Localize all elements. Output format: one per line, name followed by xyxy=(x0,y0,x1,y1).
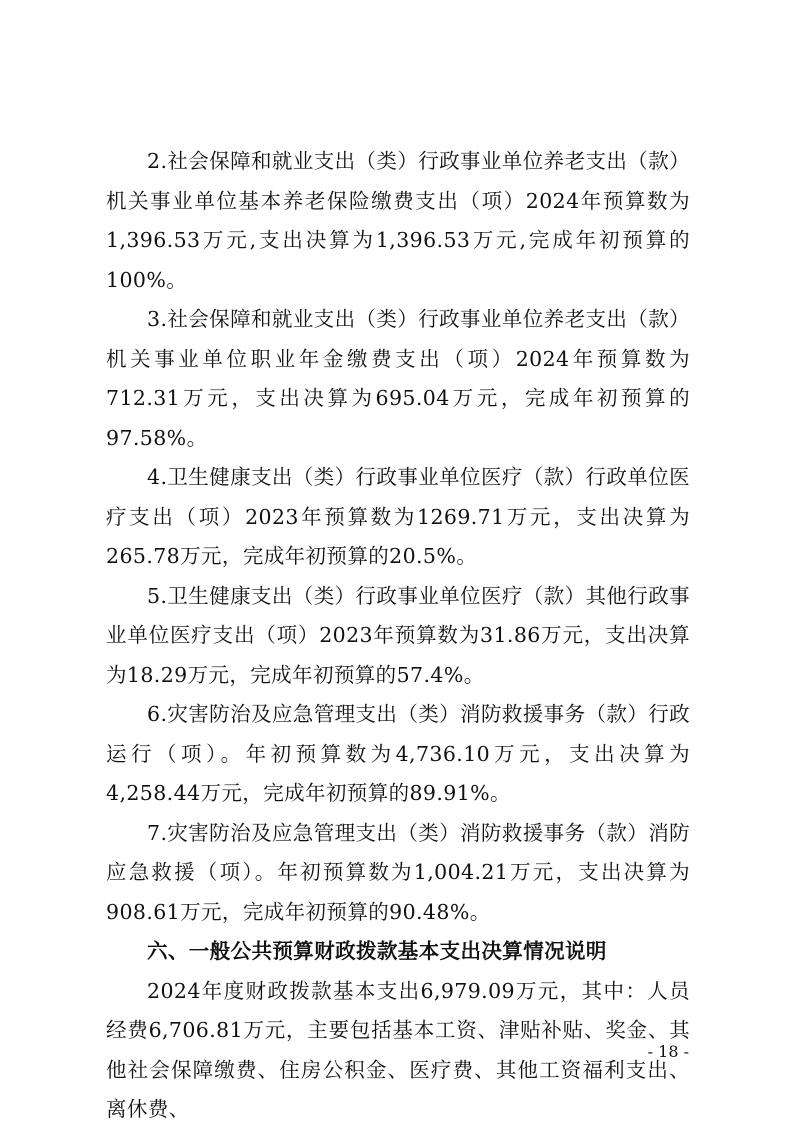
section-heading: 六、一般公共预算财政拨款基本支出决算情况说明 xyxy=(147,939,607,963)
paragraph-item-7: 7.灾害防治及应急管理支出（类）消防救援事务（款）消防应急救援（项）。年初预算数为1,004.21万元，支出决算为908.61万元，完成年初预算的90.48%。 xyxy=(106,820,690,924)
paragraph-item-6: 6.灾害防治及应急管理支出（类）消防救援事务（款）行政运行（项）。年初预算数为4,736.10万元，支出决算为4,258.44万元，完成年初预算的89.91%。 xyxy=(106,702,690,805)
page-number: - 18 - xyxy=(647,1042,689,1061)
paragraph-item-3: 3.社会保障和就业支出（类）行政事业单位养老支出（款）机关事业单位职业年金缴费支出（项）2024年预算数为712.31万元，支出决算为695.04万元，完成年初预算的97.58%。 xyxy=(106,307,690,450)
paragraph-item-5: 5.卫生健康支出（类）行政事业单位医疗（款）其他行政事业单位医疗支出（项）2023年预算数为31.86万元，支出决算为18.29万元，完成年初预算的57.4%。 xyxy=(106,583,690,687)
paragraph-item-2: 2.社会保障和就业支出（类）行政事业单位养老支出（款）机关事业单位基本养老保险缴费支出（项）2024年预算数为1,396.53万元,支出决算为1,396.53万元,完成年初预算的100%。 xyxy=(106,149,690,292)
body-paragraph: 2024年度财政拨款基本支出6,979.09万元，其中：人员经费6,706.81万元，主要包括基本工资、津贴补贴、奖金、其他社会保障缴费、住房公积金、医疗费、其他工资福利支出、离休费、 xyxy=(106,978,690,1121)
paragraph-item-4: 4.卫生健康支出（类）行政事业单位医疗（款）行政单位医疗支出（项）2023年预算数为1269.71万元，支出决算为265.78万元，完成年初预算的20.5%。 xyxy=(106,465,690,568)
